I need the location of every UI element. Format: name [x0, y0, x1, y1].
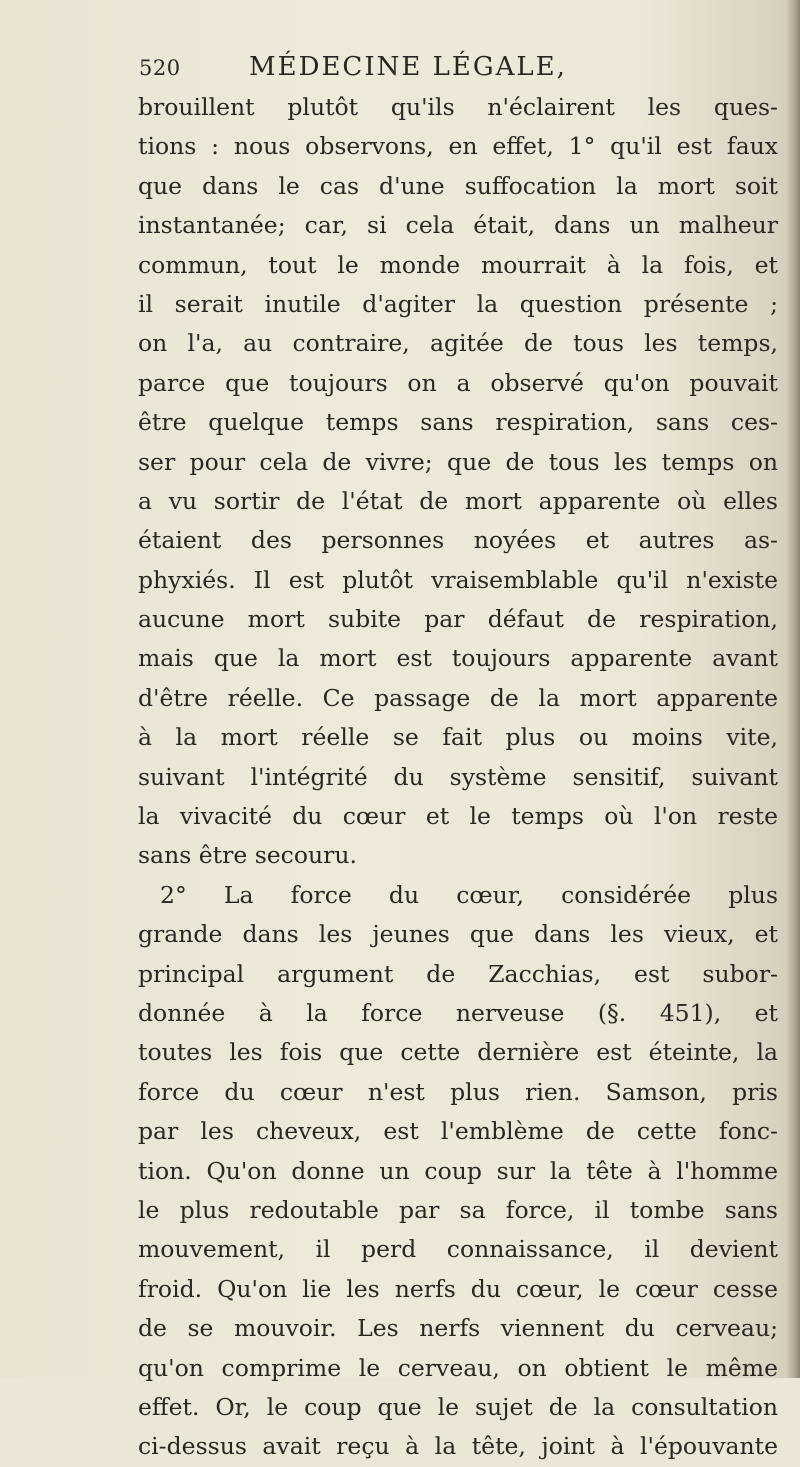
text-line: parce que toujours on a observé qu'on pouvait	[138, 368, 778, 397]
running-head	[139, 52, 659, 90]
text-line: mouvement, il perd connaissance, il devient	[138, 1235, 778, 1264]
text-line: par les cheveux, est l'emblème de cette fonc-	[138, 1117, 778, 1146]
text-line: grande dans les jeunes que dans les vieux, et	[138, 920, 778, 949]
text-line: a vu sortir de l'état de mort apparente où elles	[138, 486, 778, 515]
text-line: brouillent plutôt qu'ils n'éclairent les ques-	[138, 93, 778, 121]
text-line: suivant l'intégrité du système sensitif, suivant	[138, 762, 778, 791]
text-line: tion. Qu'on donne un coup sur la tête à l'homme	[138, 1156, 778, 1185]
text-line: de se mouvoir. Les nerfs viennent du cerveau;	[138, 1314, 778, 1343]
text-line: toutes les fois que cette dernière est éteinte, la	[138, 1038, 778, 1067]
text-line: à la mort réelle se fait plus ou moins vite,	[138, 723, 778, 752]
text-line: le plus redoutable par sa force, il tombe sans	[138, 1195, 778, 1224]
text-line: ci-dessus avait reçu à la tête, joint à l'épouvante	[138, 1432, 778, 1461]
text-line: aucune mort subite par défaut de respiration,	[138, 605, 778, 634]
text-line: mais que la mort est toujours apparente avant	[138, 644, 778, 673]
text-line: qu'on comprime le cerveau, on obtient le même	[138, 1353, 778, 1382]
text-line: ser pour cela de vivre; que de tous les temps on	[138, 447, 778, 476]
text-line: sans être secouru.	[138, 841, 357, 870]
page-binding-edge	[786, 0, 800, 1378]
text-line: donnée à la force nerveuse (§. 451), et	[138, 998, 778, 1027]
text-line: étaient des personnes noyées et autres as-	[138, 526, 778, 555]
text-line: on l'a, au contraire, agitée de tous les temps,	[138, 329, 778, 358]
text-line: tions : nous observons, en effet, 1° qu'il est faux	[138, 132, 778, 161]
page-number: 520	[139, 56, 181, 80]
text-line: la vivacité du cœur et le temps où l'on reste	[138, 802, 778, 831]
text-line: froid. Qu'on lie les nerfs du cœur, le cœur cesse	[138, 1274, 778, 1303]
text-line: être quelque temps sans respiration, sans ces-	[138, 408, 778, 437]
text-line: phyxiés. Il est plutôt vraisemblable qu'il n'existe	[138, 565, 778, 594]
text-line: il serait inutile d'agiter la question présente ;	[138, 289, 778, 318]
text-line: d'être réelle. Ce passage de la mort apparente	[138, 683, 778, 712]
text-line: principal argument de Zacchias, est subor-	[138, 959, 778, 988]
body-text	[138, 88, 778, 1467]
running-title: MÉDECINE LÉGALE,	[249, 52, 567, 82]
text-line: 2° La force du cœur, considérée plus	[160, 880, 778, 909]
text-line: instantanée; car, si cela était, dans un malheur	[138, 211, 778, 240]
text-line: commun, tout le monde mourrait à la fois, et	[138, 250, 778, 279]
text-line: effet. Or, le coup que le sujet de la consultation	[138, 1392, 778, 1421]
text-line: que dans le cas d'une suffocation la mort soit	[138, 171, 778, 200]
text-line: force du cœur n'est plus rien. Samson, pris	[138, 1077, 778, 1106]
